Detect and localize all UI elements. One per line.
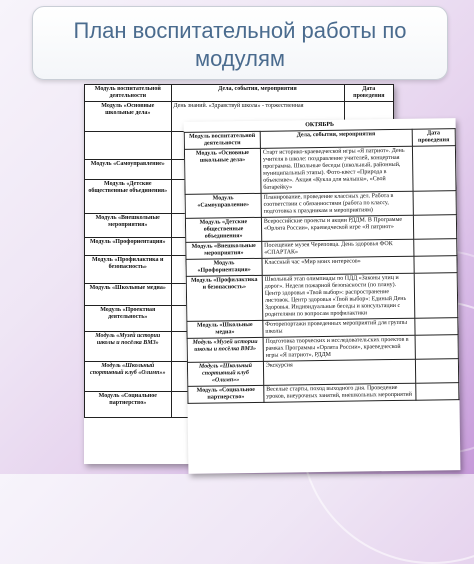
module-cell: Модуль «Профориентация»: [85, 238, 172, 256]
table-row: [186, 273, 458, 322]
module-cell: Модуль «Проектная деятельность»: [85, 306, 172, 332]
event-cell: Подготовка творческих и исследовательских проектов в рамках Программы «Орлята России», краеведческой игры «Я патриот», РДДМ: [263, 335, 415, 361]
module-cell: Модуль «Школьные медиа»: [187, 320, 263, 338]
module-cell: Модуль «Профилактика и безопасность»: [85, 256, 172, 284]
date-cell: [414, 273, 458, 319]
module-cell: Модуль «Социальное партнерство»: [188, 385, 264, 403]
module-cell: Модуль «Детские общественные объединения»: [85, 180, 172, 214]
plan-table-2: [184, 128, 460, 404]
module-cell: Модуль «Школьный спортивный клуб «Олимп»»: [187, 361, 263, 386]
module-cell: Модуль «Музей истории школы и посёлка ВМЗ»: [85, 332, 172, 362]
date-cell: [415, 335, 459, 360]
module-cell: Модуль «Внешкольные мероприятия»: [186, 241, 262, 259]
date-cell: [415, 383, 459, 401]
event-cell: Классный час «Мир моих интересов»: [262, 256, 414, 275]
date-cell: [413, 215, 457, 240]
event-cell: Фоторепортажи проведенных мероприятий для группы школы: [263, 318, 415, 337]
month-heading: ОКТЯБРЬ: [305, 121, 335, 129]
header-module: Модуль воспитательной деятельности: [184, 131, 260, 149]
slide-title: План воспитательной работы по модулям: [73, 18, 407, 71]
header-events: Дела, события, мероприятия: [260, 129, 412, 148]
event-cell: День знаний. «Здравствуй школа» - торжественная: [171, 102, 344, 132]
table-row: [184, 146, 456, 195]
module-cell: Модуль «Детские общественные объединения»: [185, 217, 261, 242]
date-cell: [413, 191, 457, 216]
date-cell: [413, 239, 457, 257]
event-cell: Экскурсия: [263, 359, 415, 385]
date-cell: [415, 359, 459, 384]
module-cell: Модуль «Школьный спортивный клуб «Олимп»»: [85, 362, 172, 392]
module-cell: Модуль «Самоуправление»: [185, 193, 261, 218]
table-header-row: [85, 85, 394, 102]
event-cell: Всероссийские проекты и акции РДДМ. В Программе «Орлята России», краеведческой игре «Я патриот»: [261, 215, 413, 241]
header-date: Дата проведения: [344, 85, 393, 102]
module-cell: Модуль «Профориентация»: [186, 258, 262, 276]
event-cell: Посещение музея Череповца. День здоровья ФОК «СПАРТАК»: [262, 239, 414, 258]
module-cell: Модуль «Внешкольные мероприятия»: [85, 214, 172, 238]
event-cell: Школьный этап олимпиады по ПДД «Законы улиц и дорог». Неделя пожарной безопасности (по плану). Центр здоровья «Твой выбор»: распространение листовок. Центр здоровья «Твой выбор»: Единый День Здоровья. Индивидуальные беседы и консультации с родителями по вопросам профилактики: [262, 273, 414, 320]
header-date: Дата проведения: [412, 129, 456, 147]
date-cell: [414, 256, 458, 274]
module-cell: Модуль «Основные школьные дела»: [184, 148, 260, 194]
module-cell: Модуль «Профилактика и безопасность»: [186, 275, 262, 321]
module-cell: Модуль «Музей истории школы и посёлка ВМЗ»: [187, 337, 263, 362]
event-cell: Планирование, проведение классных дел. Работа в соответствии с обязанностями (работа по классу, подготовка к праздникам и мероприятиям): [261, 191, 413, 217]
date-cell: [414, 318, 458, 336]
header-events: Дела, события, мероприятия: [171, 85, 344, 102]
table-row: [188, 383, 459, 404]
document-page-2: [184, 118, 461, 474]
date-cell: [412, 146, 456, 192]
module-cell: [85, 132, 172, 160]
header-module: Модуль воспитательной деятельности: [85, 85, 172, 102]
module-cell: Модуль «Социальное партнерство»: [85, 392, 172, 418]
event-cell: Старт историко-краеведческой игры «Я патриот». День учителя в школе: поздравление учителей, концертная программа. Школьные беседы (школьный, районный, муниципальный этапы). Фото-квест «Природа в объективе». Акция «Кукла для малыша», «Свой батарейку»: [260, 146, 412, 193]
module-cell: Модуль «Школьные медиа»: [85, 284, 172, 306]
title-panel: [32, 6, 448, 80]
module-cell: Модуль «Самоуправление»: [85, 160, 172, 180]
event-cell: Веселые старты, поход выходного дня. Проведение уроков, внеурочных занятий, внешкольных мероприятий: [264, 383, 416, 402]
module-cell: Модуль «Основные школьные дела»: [85, 102, 172, 132]
